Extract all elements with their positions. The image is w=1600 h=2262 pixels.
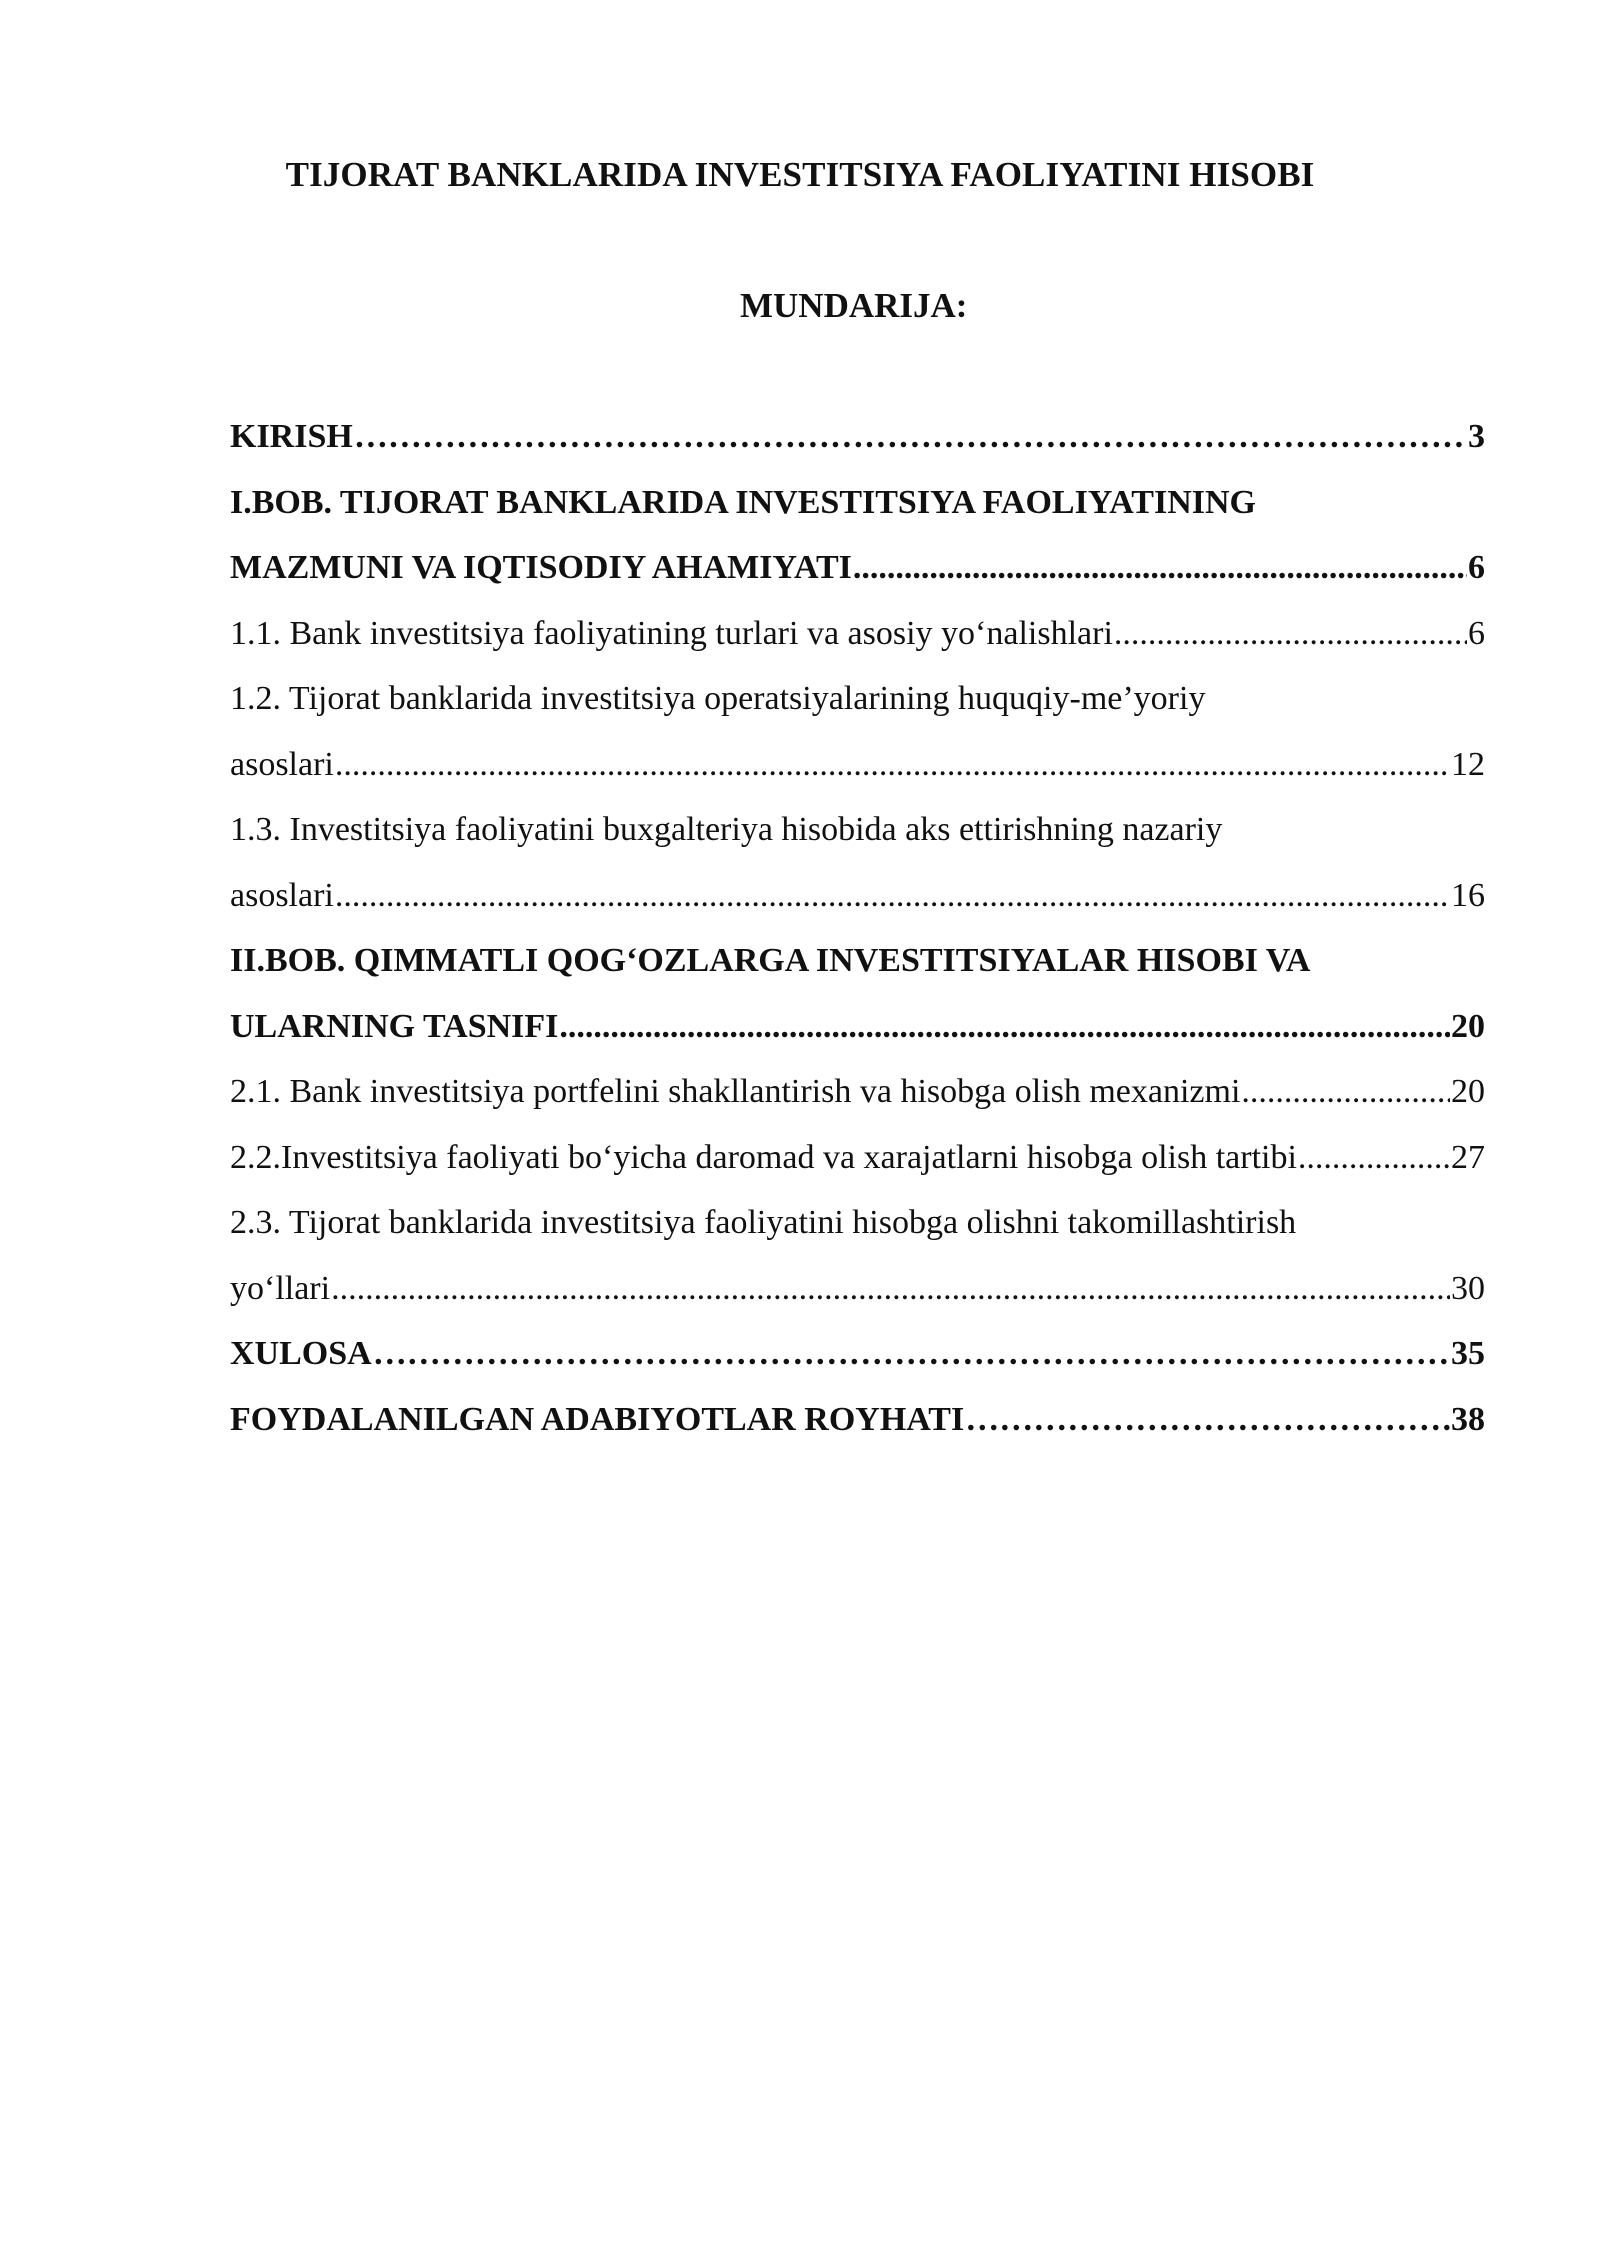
toc-page-number: 6 bbox=[1468, 614, 1485, 652]
toc-entry-label: 1.2. Tijorat banklarida investitsiya operatsiyalarining huquqiy-me’yoriy bbox=[230, 680, 1206, 717]
toc-entry-chapter-1-line-2 bbox=[230, 543, 1485, 609]
toc-leader bbox=[1114, 609, 1467, 659]
toc-entry-1-2-line-2 bbox=[230, 740, 1485, 806]
toc-page-number: 30 bbox=[1451, 1269, 1485, 1307]
toc-entry-label: MAZMUNI VA IQTISODIY AHAMIYATI bbox=[230, 549, 852, 586]
toc-page-number: 20 bbox=[1451, 1007, 1485, 1045]
toc-entry-2-3-line-1 bbox=[230, 1198, 1490, 1264]
toc-leader bbox=[965, 1395, 1450, 1445]
toc-entry-label: 2.2.Investitsiya faoliyati bo‘yicha daromad va xarajatlarni hisobga olish tartibi bbox=[230, 1138, 1297, 1176]
toc-entry-label: asoslari bbox=[230, 745, 334, 783]
toc-entry-2-2 bbox=[230, 1133, 1485, 1199]
toc-page-number: 6 bbox=[1468, 549, 1485, 586]
toc-leader bbox=[1241, 1067, 1450, 1117]
toc-entry-1-2-line-1 bbox=[230, 674, 1490, 740]
toc-leader bbox=[853, 543, 1467, 593]
toc-entry-1-1 bbox=[230, 609, 1485, 675]
toc-leader bbox=[335, 740, 1450, 790]
toc-leader bbox=[354, 412, 1467, 462]
toc-entry-1-3-line-1 bbox=[230, 805, 1490, 871]
toc-entry-label: 2.1. Bank investitsiya portfelini shakllantirish va hisobga olish mexanizmi bbox=[230, 1073, 1241, 1110]
toc-entry-kirish bbox=[230, 412, 1485, 478]
toc-heading: MUNDARIJA: bbox=[740, 286, 968, 325]
toc-entry-chapter-2-line-1 bbox=[230, 936, 1490, 1002]
table-of-contents bbox=[230, 412, 1490, 1460]
toc-entry-chapter-1-line-1 bbox=[230, 478, 1490, 544]
toc-page-number: 27 bbox=[1451, 1138, 1485, 1176]
toc-entry-label: 1.3. Investitsiya faoliyatini buxgalteriya hisobida aks ettirishning nazariy bbox=[230, 811, 1223, 848]
document-title: TIJORAT BANKLARIDA INVESTITSIYA FAOLIYATINI HISOBI bbox=[285, 155, 1315, 194]
toc-page-number: 20 bbox=[1451, 1073, 1485, 1110]
toc-entry-label: 1.1. Bank investitsiya faoliyatining turlari va asosiy yo‘nalishlari bbox=[230, 614, 1113, 652]
toc-entry-label: I.BOB. TIJORAT BANKLARIDA INVESTITSIYA FAOLIYATINING bbox=[230, 483, 1256, 521]
toc-entry-label: yo‘llari bbox=[230, 1269, 331, 1307]
toc-leader bbox=[559, 1002, 1450, 1052]
toc-entry-label: II.BOB. QIMMATLI QOG‘OZLARGA INVESTITSIYALAR HISOBI VA bbox=[230, 942, 1311, 979]
toc-leader bbox=[335, 871, 1450, 921]
toc-page-number: 16 bbox=[1451, 876, 1485, 914]
toc-entry-label: XULOSA bbox=[230, 1335, 372, 1372]
toc-entry-2-1 bbox=[230, 1067, 1485, 1133]
toc-entry-label: FOYDALANILGAN ADABIYOTLAR ROYHATI bbox=[230, 1400, 965, 1438]
toc-entry-xulosa bbox=[230, 1329, 1485, 1395]
toc-entry-2-3-line-2 bbox=[230, 1264, 1485, 1330]
toc-entry-label: asoslari bbox=[230, 876, 334, 914]
toc-page-number: 12 bbox=[1451, 745, 1485, 783]
toc-leader bbox=[1298, 1133, 1450, 1183]
toc-page-number: 38 bbox=[1451, 1400, 1485, 1438]
toc-entry-label: KIRISH bbox=[230, 418, 353, 455]
toc-page-number: 3 bbox=[1468, 418, 1485, 455]
toc-entry-label: 2.3. Tijorat banklarida investitsiya faoliyatini hisobga olishni takomillashtirish bbox=[230, 1204, 1297, 1241]
toc-entry-chapter-2-line-2 bbox=[230, 1002, 1485, 1068]
toc-leader bbox=[331, 1264, 1450, 1314]
toc-entry-label: ULARNING TASNIFI bbox=[230, 1007, 559, 1045]
toc-leader bbox=[373, 1329, 1450, 1379]
toc-entry-1-3-line-2 bbox=[230, 871, 1485, 937]
toc-entry-references bbox=[230, 1395, 1485, 1461]
toc-page-number: 35 bbox=[1451, 1335, 1485, 1372]
